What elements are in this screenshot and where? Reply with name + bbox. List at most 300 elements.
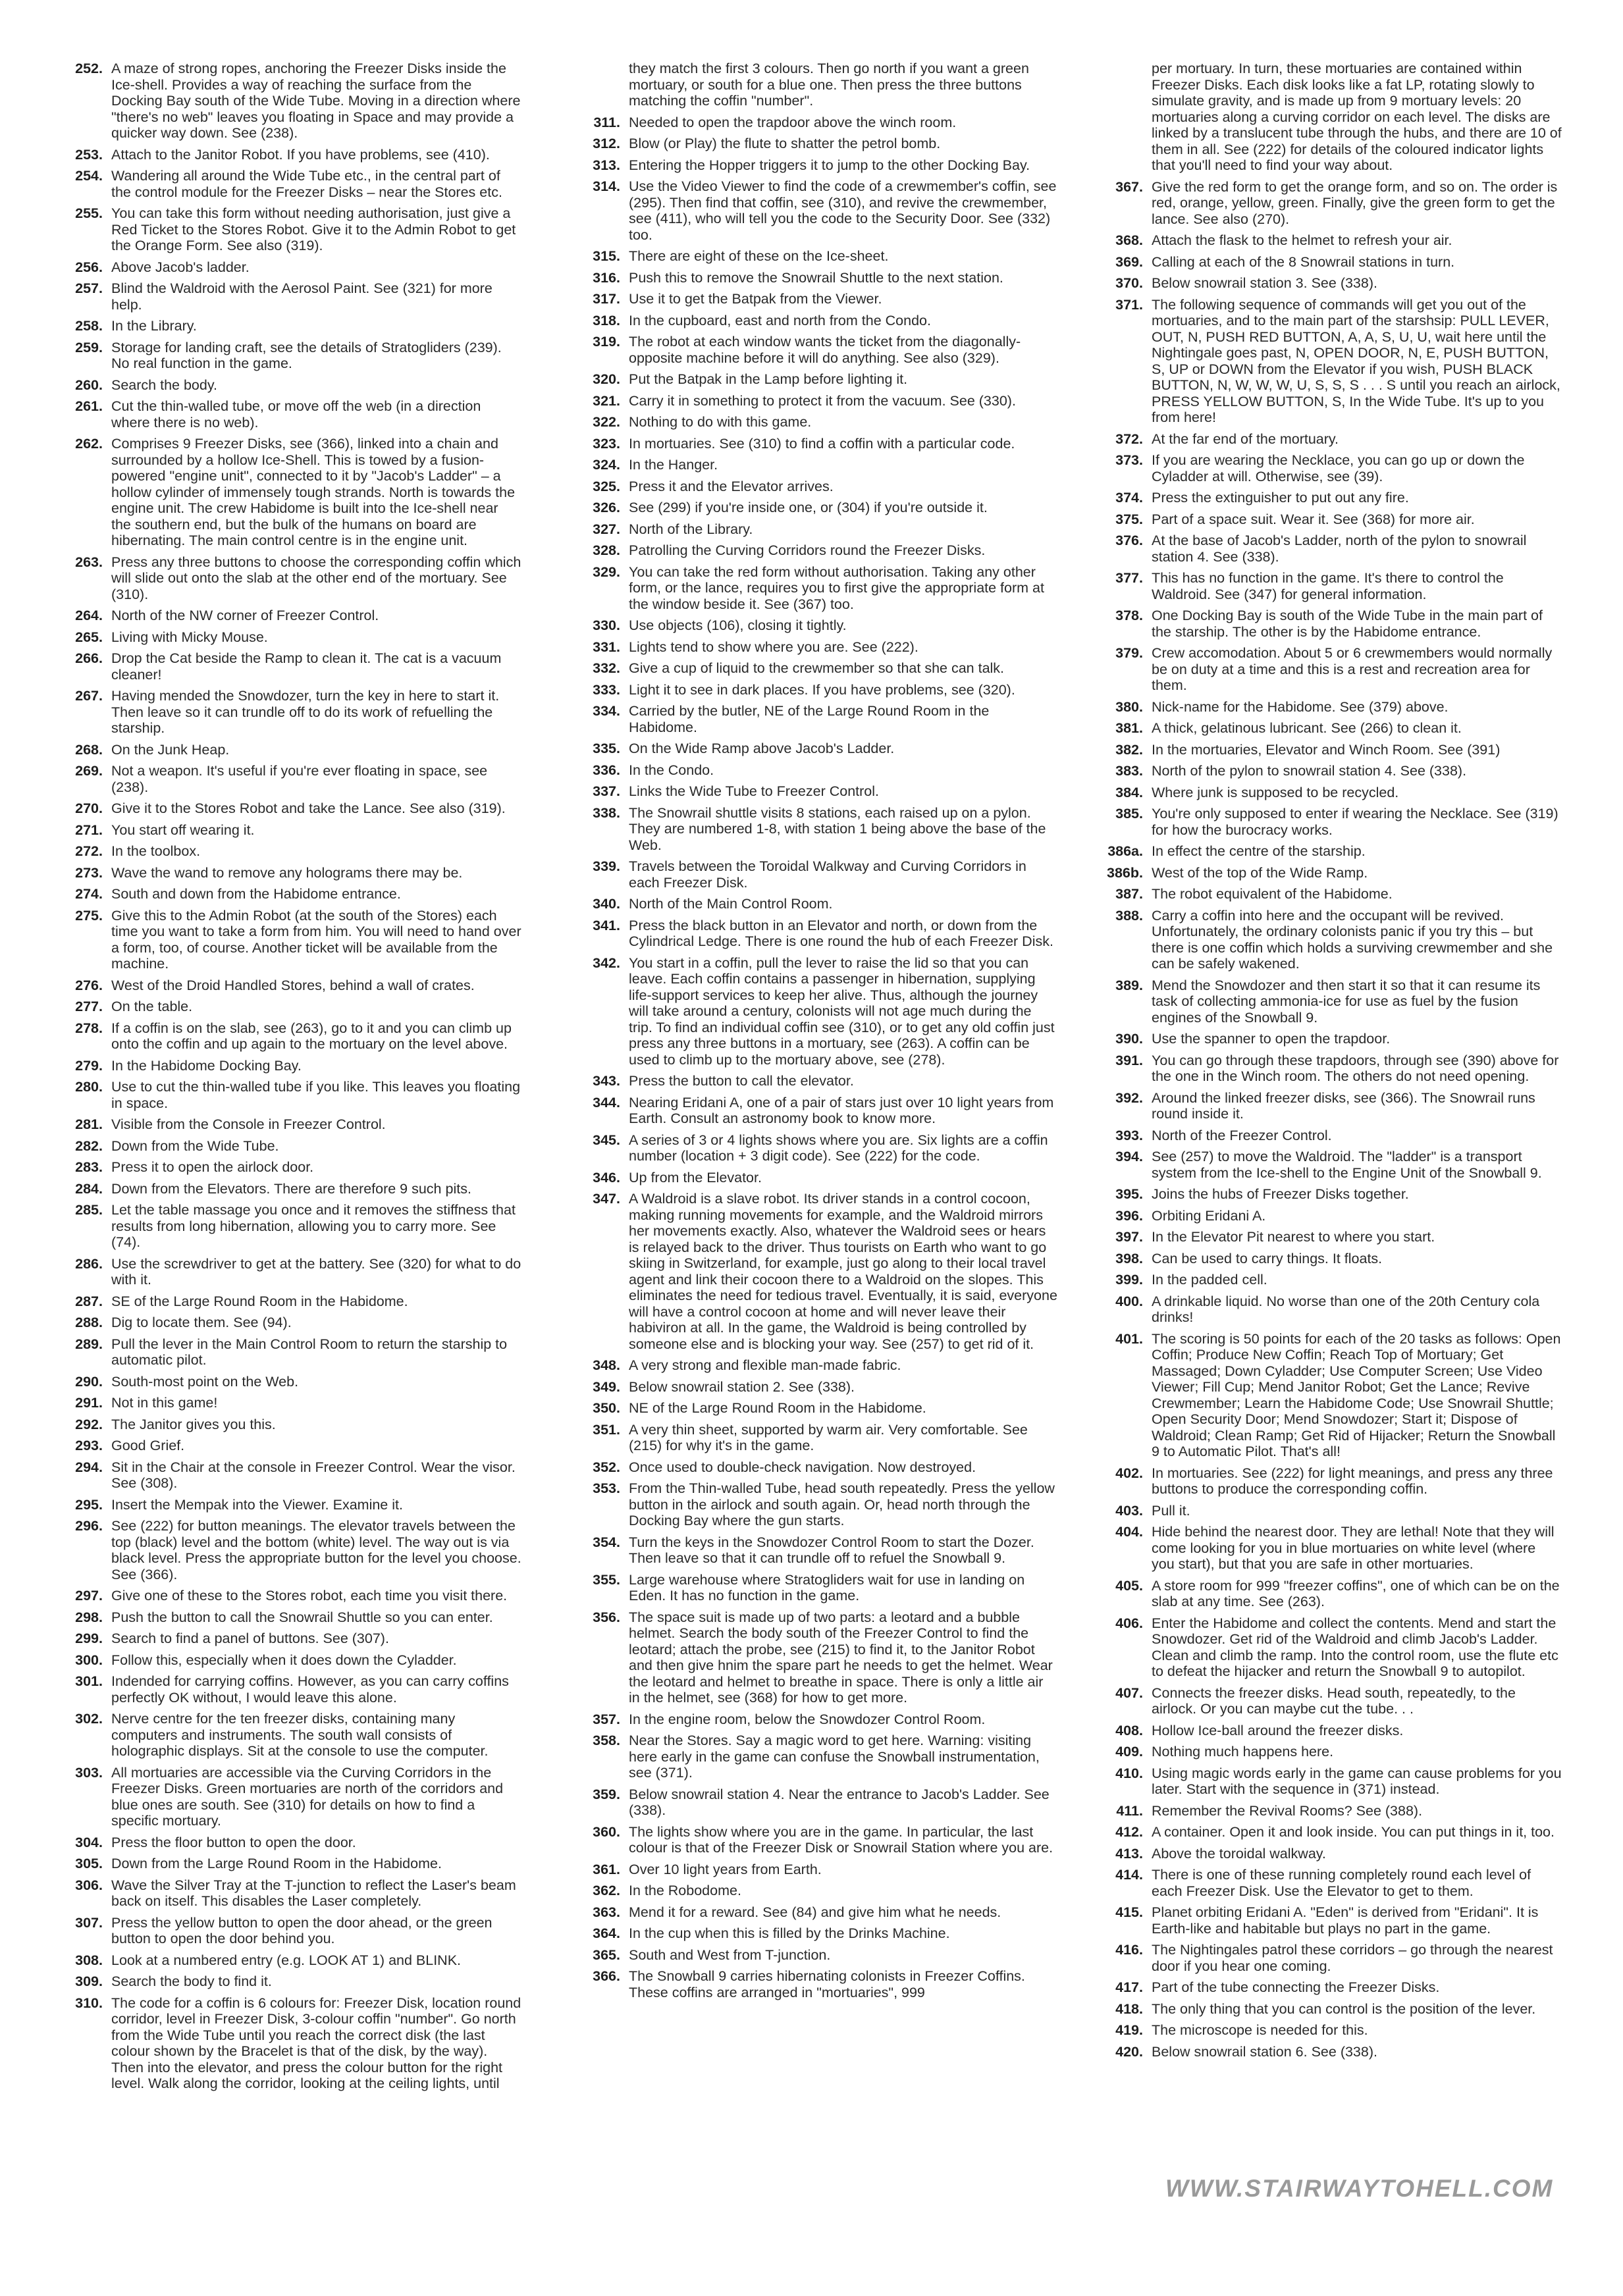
entry-345	[572, 1132, 1057, 1164]
entry-number: 312.	[593, 136, 620, 151]
entry-text: Give this to the Admin Robot (at the south of the Stores) each time you want to take a form from him. You will need to hand over a form, too, of course. Another ticket will be available from the machine.	[111, 907, 521, 972]
entry-number: 301.	[75, 1673, 103, 1689]
entry-number: 365.	[593, 1946, 620, 1963]
entry-text: The following sequence of commands will get you out of the mortuaries, and to the main part of the starshsip: PULL LEVER, OUT, N, PUSH RED BUTTON, A, A, S, U, U, wait here until the Nightingale goes past, N, OPEN DOOR, N, E, PUSH BUTTON, S, UP or DOWN from the Elevator if you wish, PUSH BLACK BUTTON, N, W, W, W, U, S, S, S . . . S until you reach an airlock, PRESS YELLOW BUTTON, S, In the Wide Tube. It's up to you from here!	[1152, 296, 1560, 425]
entry-323	[572, 436, 1057, 452]
entry-number: 327.	[593, 521, 620, 537]
entry-364	[572, 1925, 1057, 1942]
entry-text: The lights show where you are in the game. In particular, the last colour is that of the Freezer Disk or Snowrail Station where you are.	[629, 1823, 1053, 1856]
entry-350	[572, 1400, 1057, 1417]
entry-318	[572, 313, 1057, 329]
entry-number: 296.	[75, 1518, 103, 1534]
entry-text: Not in this game!	[111, 1395, 218, 1411]
entry-number: 341.	[593, 917, 620, 933]
entry-344	[572, 1095, 1057, 1127]
entry-number: 290.	[75, 1373, 103, 1390]
entry-number: 257.	[75, 280, 103, 296]
entry-number: 324.	[593, 457, 620, 473]
entry-382	[1094, 742, 1562, 758]
entry-number: 331.	[593, 639, 620, 655]
entry-286	[54, 1256, 521, 1288]
entry-text: Planet orbiting Eridani A. "Eden" is derived from "Eridani". It is Earth-like and habitable but plays no part in the game.	[1152, 1904, 1539, 1937]
entry-text: Press any three buttons to choose the corresponding coffin which will slide out onto the slab at the other end of the mortuary. See (310).	[111, 554, 521, 602]
entry-text: Comprises 9 Freezer Disks, see (366), linked into a chain and surrounded by a hollow Ice-Shell. This is towed by a fusion-powered "engine unit", connected to it by "Jacob's Ladder" – a hollow cylinder of immensely tough strands. North is towards the engine unit. The crew Habidome is built into the Ice-shell near the southern end, but the bulk of the humans on board are hibernating. The main control centre is in the engine unit.	[111, 436, 516, 548]
entry-269	[54, 763, 521, 795]
entry-text: Having mended the Snowdozer, turn the key in here to start it. Then leave so it can trundle off to do its work of refuelling the starship.	[111, 688, 500, 736]
entry-number: 255.	[75, 205, 103, 221]
entry-text: In the engine room, below the Snowdozer Control Room.	[629, 1711, 986, 1727]
entry-number	[1094, 61, 1152, 174]
entry-number: 385.	[1115, 806, 1143, 822]
entry-number: 307.	[75, 1914, 103, 1931]
entry-277	[54, 999, 521, 1015]
entry-text: Search the body to find it.	[111, 1973, 272, 1989]
entry-number: 321.	[593, 392, 620, 409]
entry-276	[54, 978, 521, 994]
entry-text: A thick, gelatinous lubricant. See (266) to clean it.	[1152, 720, 1462, 736]
entry-401	[1094, 1331, 1562, 1460]
entry-text: Look at a numbered entry (e.g. LOOK AT 1) and BLINK.	[111, 1952, 462, 1968]
entry-328	[572, 542, 1057, 559]
entry-text: In effect the centre of the starship.	[1152, 843, 1366, 859]
entry-280	[54, 1079, 521, 1111]
entry-text: Down from the Wide Tube.	[111, 1137, 279, 1154]
entry-text: You can go through these trapdoors, through see (390) above for the one in the Winch room. The others do not need opening.	[1152, 1052, 1559, 1084]
entry-number: 322.	[593, 414, 620, 430]
entry-number: 393.	[1115, 1127, 1143, 1143]
entry-number: 254.	[75, 168, 103, 184]
entry-284	[54, 1181, 521, 1197]
entry-text: Push the button to call the Snowrail Shuttle so you can enter.	[111, 1609, 493, 1625]
entry-number: 374.	[1115, 490, 1143, 506]
entry-text: Use the Video Viewer to find the code of a crewmember's coffin, see (295). Then find that coffin, see (310), and revive the crewmember, see (411), who will tell you the code to the Security Door. See (332) too.	[629, 178, 1057, 243]
entry-number: 419.	[1115, 2022, 1143, 2038]
entry-288	[54, 1315, 521, 1331]
entry-text: The microscope is needed for this.	[1152, 2022, 1368, 2038]
entry-number: 317.	[593, 291, 620, 307]
entry-number: 396.	[1115, 1207, 1143, 1224]
entry-393	[1094, 1128, 1562, 1144]
entry-text: Where junk is supposed to be recycled.	[1152, 784, 1399, 800]
entry-number: 414.	[1115, 1867, 1143, 1883]
entry-number: 298.	[75, 1609, 103, 1625]
entry-342	[572, 955, 1057, 1068]
entry-text: Storage for landing craft, see the details of Stratogliders (239). No real function in the game.	[111, 339, 502, 371]
entry-text: All mortuaries are accessible via the Curving Corridors in the Freezer Disks. Green mortuaries are north of the corridors and blue ones are south. See (310) for details on how to find a specific mortuary.	[111, 1764, 504, 1829]
entry-text: In the Robodome.	[629, 1883, 741, 1898]
entry-304	[54, 1835, 521, 1851]
entry-text: Light it to see in dark places. If you have problems, see (320).	[629, 681, 1015, 698]
entry-363	[572, 1904, 1057, 1921]
entry-text: This has no function in the game. It's there to control the Waldroid. See (347) for general information.	[1152, 570, 1504, 602]
entry-text: Press the button to call the elevator.	[629, 1073, 854, 1089]
entry-text: Wandering all around the Wide Tube etc., in the central part of the control module for the Freezer Disks – near the Stores etc.	[111, 168, 502, 200]
entry-289	[54, 1336, 521, 1369]
entry-text: Not a weapon. It's useful if you're ever floating in space, see (238).	[111, 763, 488, 795]
entry-number: 338.	[593, 804, 620, 821]
entry-text: A store room for 999 "freezer coffins", one of which can be on the slab at any time. See (263).	[1152, 1577, 1560, 1609]
entry-number: 340.	[593, 896, 620, 912]
entry-text: The scoring is 50 points for each of the 20 tasks as follows: Open Coffin; Produce New Coffin; Reach Top of Mortuary; Get Massaged; Down Cyladder; Use Computer Screen; Use Video Viewer; Fill Cup; Mend Janitor Robot; Get the Lance; Revive Crewmember; Learn the Habidome Code; Use Snowrail Shuttle; Open Security Door; Mend Snowdozer; Start it; Dispose of Waldroid; Clean Ramp; Get Rid of Hijacker; Return the Snowball 9 to Automatic Pilot. That's all!	[1152, 1330, 1561, 1459]
entry-number: 318.	[593, 312, 620, 328]
entry-text: See (222) for button meanings. The elevator travels between the top (black) level and the bottom (white) level. The way out is via black level. Press the appropriate button for the level you choose. See (366).	[111, 1518, 521, 1582]
entry-number: 261.	[75, 398, 103, 414]
entry-number: 310.	[75, 1995, 103, 2011]
entry-text: Below snowrail station 6. See (338).	[1152, 2043, 1377, 2060]
entry-number: 363.	[593, 1904, 620, 1920]
entry-number: 366.	[593, 1968, 620, 1984]
entry-number: 348.	[593, 1357, 620, 1373]
entry-396	[1094, 1208, 1562, 1224]
entry-279	[54, 1058, 521, 1074]
entry-number: 270.	[75, 800, 103, 816]
entry-text: SE of the Large Round Room in the Habidome.	[111, 1293, 408, 1309]
entry-number: 300.	[75, 1652, 103, 1668]
entry-text: You're only supposed to enter if wearing the Necklace. See (319) for how the burocracy works.	[1152, 806, 1558, 838]
entry-number: 367.	[1115, 178, 1143, 195]
entry-254	[54, 168, 521, 200]
entry-303	[54, 1765, 521, 1829]
entry-text: The Nightingales patrol these corridors – go through the nearest door if you hear one coming.	[1152, 1942, 1553, 1974]
entry-number: 329.	[593, 563, 620, 580]
entry-291	[54, 1395, 521, 1411]
entry-298	[54, 1609, 521, 1626]
entry-335	[572, 741, 1057, 757]
entry-336	[572, 762, 1057, 779]
entry-text: Carry a coffin into here and the occupant will be revived. Unfortunately, the ordinary colonists panic if you try this – but there is one coffin which holds a surviving crewmember and she can be safely wakened.	[1152, 907, 1553, 972]
entry-number: 379.	[1115, 645, 1143, 661]
entry-text: Press the black button in an Elevator and north, or down from the Cylindrical Ledge. There is one round the hub of each Freezer Disk.	[629, 917, 1053, 949]
entry-400	[1094, 1293, 1562, 1326]
entry-number: 347.	[593, 1191, 620, 1207]
entry-305	[54, 1856, 521, 1872]
entry-text: The Snowrail shuttle visits 8 stations, each raised up on a pylon. They are numbered 1-8, with station 1 being above the base of the Web.	[629, 804, 1046, 853]
entry-text: Visible from the Console in Freezer Control.	[111, 1116, 386, 1132]
entry-text: Enter the Habidome and collect the contents. Mend and start the Snowdozer. Get rid of the Waldroid and climb Jacob's Ladder. Clean and climb the ramp. Into the control room, use the flute etc to defeat the hijacker and return the Snowball 9 to autopilot.	[1152, 1615, 1558, 1679]
entry-312	[572, 136, 1057, 152]
entry-417	[1094, 1979, 1562, 1996]
entry-number: 335.	[593, 741, 620, 756]
entry-309	[54, 1973, 521, 1990]
entry-number: 381.	[1115, 720, 1143, 736]
entry-number: 284.	[75, 1180, 103, 1197]
entry-392	[1094, 1090, 1562, 1122]
entry-275	[54, 908, 521, 972]
entry-text: Nearing Eridani A, one of a pair of stars just over 10 light years from Earth. Consult an astronomy book to know more.	[629, 1094, 1054, 1126]
entry-text: If a coffin is on the slab, see (263), go to it and you can climb up onto the coffin and up again to the mortuary on the level above.	[111, 1020, 512, 1052]
column-middle	[572, 61, 1057, 2006]
entry-number: 289.	[75, 1336, 103, 1352]
entry-text: Attach to the Janitor Robot. If you have problems, see (410).	[111, 146, 490, 163]
entry-337	[572, 783, 1057, 800]
entry-294	[54, 1459, 521, 1492]
column-right	[1094, 61, 1562, 2065]
entry-number: 281.	[75, 1116, 103, 1132]
entry-number: 349.	[593, 1378, 620, 1395]
entry-number: 267.	[75, 688, 103, 704]
entry-number: 325.	[593, 478, 620, 494]
entry-number: 413.	[1115, 1845, 1143, 1862]
entry-text: In the Hanger.	[629, 457, 718, 473]
entry-308	[54, 1952, 521, 1969]
entry-text: North of the Freezer Control.	[1152, 1127, 1332, 1143]
entry-text: At the base of Jacob's Ladder, north of the pylon to snowrail station 4. See (338).	[1152, 533, 1527, 565]
entry-text: Wave the Silver Tray at the T-junction to reflect the Laser's beam back on itself. This disables the Laser completely.	[111, 1877, 516, 1909]
entry-text: Connects the freezer disks. Head south, repeatedly, to the airlock. Or you can maybe cut the tube. . .	[1152, 1684, 1516, 1717]
entry-number: 336.	[593, 762, 620, 778]
entry-272	[54, 843, 521, 860]
entry-number: 403.	[1115, 1502, 1143, 1519]
entry-text: Down from the Large Round Room in the Habidome.	[111, 1856, 442, 1871]
entry-number: 344.	[593, 1094, 620, 1110]
entry-number: 407.	[1115, 1684, 1143, 1701]
entry-text: Push this to remove the Snowrail Shuttle to the next station.	[629, 269, 1003, 286]
entry-number: 395.	[1115, 1186, 1143, 1202]
entry-405	[1094, 1578, 1562, 1610]
entry-text: Let the table massage you once and it removes the stiffness that results from long hibernation, allowing you to carry more. See (74).	[111, 1202, 516, 1250]
entry-number: 382.	[1115, 741, 1143, 758]
entry-368	[1094, 232, 1562, 249]
entry-text: Orbiting Eridani A.	[1152, 1207, 1266, 1224]
entry-number: 292.	[75, 1416, 103, 1432]
entry-number: 297.	[75, 1588, 103, 1604]
entry-text: North of the Library.	[629, 521, 753, 537]
entry-text: Part of a space suit. Wear it. See (368) for more air.	[1152, 511, 1475, 527]
entry-number: 342.	[593, 954, 620, 971]
entry-261	[54, 398, 521, 430]
entry-text: A Waldroid is a slave robot. Its driver stands in a control cocoon, making running movements for example, and the Waldroid mirrors her movements exactly. Also, whatever the Waldroid sees or hears is relayed back to the driver. Thus tourists on Earth who want to go skiing in Switzerland, for example, just go along to their local travel agent and link their cocoon there to a Waldroid on the slopes. This eliminates the need for tedious travel. Eventually, it is said, everyone will have a control cocoon at home and will never leave their habiviron at all. In the game, the Waldroid is being controlled by someone else and is blocking your way. See (257) to get rid of it.	[629, 1191, 1057, 1352]
entry-text: Crew accomodation. About 5 or 6 crewmembers would normally be on duty at a time and this is a rest and recreation area for them.	[1152, 645, 1553, 693]
entry-number: 402.	[1115, 1465, 1143, 1481]
entry-316	[572, 270, 1057, 286]
entry-number: 371.	[1115, 296, 1143, 313]
entry-361	[572, 1862, 1057, 1878]
entry-395	[1094, 1186, 1562, 1203]
entry-411	[1094, 1803, 1562, 1819]
entry-378	[1094, 608, 1562, 640]
entry-number: 323.	[593, 435, 620, 452]
entry-number: 343.	[593, 1073, 620, 1089]
entry-376	[1094, 533, 1562, 565]
entry-391	[1094, 1053, 1562, 1085]
entry-text: NE of the Large Round Room in the Habidome.	[629, 1400, 926, 1416]
entry-number: 350.	[593, 1400, 620, 1416]
entry-col2-continued	[572, 61, 1057, 109]
entry-number: 389.	[1115, 977, 1143, 993]
entry-text: Put the Batpak in the Lamp before lighting it.	[629, 371, 908, 387]
entry-number: 277.	[75, 999, 103, 1014]
entry-text: Insert the Mempak into the Viewer. Examine it.	[111, 1496, 403, 1513]
entry-text: On the Wide Ramp above Jacob's Ladder.	[629, 741, 895, 756]
entry-text: Near the Stores. Say a magic word to get here. Warning: visiting here early in the game can confuse the Snowball instrumentation, see (371).	[629, 1733, 1040, 1781]
entry-text: A series of 3 or 4 lights shows where you are. Six lights are a coffin number (location + 3 digit code). See (222) for the code.	[629, 1132, 1048, 1164]
entry-number: 288.	[75, 1315, 103, 1330]
entry-text: Around the linked freezer disks, see (366). The Snowrail runs round inside it.	[1152, 1089, 1535, 1122]
entry-406	[1094, 1615, 1562, 1680]
entry-270	[54, 800, 521, 817]
entry-number: 375.	[1115, 511, 1143, 527]
entry-349	[572, 1379, 1057, 1396]
entry-text: Travels between the Toroidal Walkway and Curving Corridors in each Freezer Disk.	[629, 858, 1026, 891]
entry-number: 362.	[593, 1883, 620, 1898]
entry-text: The Janitor gives you this.	[111, 1416, 276, 1432]
entry-358	[572, 1733, 1057, 1781]
entry-390	[1094, 1031, 1562, 1047]
entry-text: In the Condo.	[629, 762, 714, 778]
entry-text: Blow (or Play) the flute to shatter the petrol bomb.	[629, 136, 941, 151]
entry-365	[572, 1947, 1057, 1964]
entry-number: 286.	[75, 1255, 103, 1272]
entry-278	[54, 1020, 521, 1053]
entry-263	[54, 554, 521, 603]
entry-274	[54, 886, 521, 902]
entry-375	[1094, 511, 1562, 528]
entry-text: Mend it for a reward. See (84) and give him what he needs.	[629, 1904, 1001, 1920]
entry-327	[572, 521, 1057, 538]
entry-text: Entering the Hopper triggers it to jump to the other Docking Bay.	[629, 157, 1030, 173]
entry-410	[1094, 1765, 1562, 1798]
entry-number: 282.	[75, 1137, 103, 1154]
entry-number: 266.	[75, 650, 103, 666]
entry-332	[572, 660, 1057, 677]
entry-253	[54, 147, 521, 163]
entry-number: 405.	[1115, 1577, 1143, 1594]
entry-text: Sit in the Chair at the console in Freezer Control. Wear the visor. See (308).	[111, 1459, 516, 1491]
entry-number: 308.	[75, 1952, 103, 1968]
entry-number: 361.	[593, 1861, 620, 1877]
entry-number: 400.	[1115, 1293, 1143, 1309]
entry-262	[54, 436, 521, 549]
entry-number: 355.	[593, 1571, 620, 1588]
entry-text: Down from the Elevators. There are therefore 9 such pits.	[111, 1180, 471, 1197]
entry-number: 319.	[593, 334, 620, 350]
entry-number: 273.	[75, 864, 103, 881]
entry-number: 411.	[1116, 1802, 1143, 1819]
entry-text: Calling at each of the 8 Snowrail stations in turn.	[1152, 253, 1455, 270]
entry-259	[54, 340, 521, 372]
column-left	[54, 61, 521, 2097]
entry-number: 280.	[75, 1079, 103, 1095]
entry-number: 276.	[75, 977, 103, 993]
entry-number: 406.	[1115, 1615, 1143, 1631]
entry-text: Large warehouse where Stratogliders wait for use in landing on Eden. It has no function in the game.	[629, 1571, 1025, 1604]
entry-col3-continued	[1094, 61, 1562, 174]
entry-386b	[1094, 865, 1562, 881]
entry-number: 394.	[1115, 1149, 1143, 1164]
entry-359	[572, 1787, 1057, 1819]
entry-text: In the Habidome Docking Bay.	[111, 1057, 302, 1074]
entry-300	[54, 1652, 521, 1669]
entry-number: 326.	[593, 500, 620, 515]
entry-287	[54, 1293, 521, 1310]
entry-264	[54, 608, 521, 624]
entry-271	[54, 822, 521, 839]
entry-282	[54, 1138, 521, 1155]
entry-383	[1094, 763, 1562, 779]
entry-text: Nothing to do with this game.	[629, 414, 812, 430]
entry-374	[1094, 490, 1562, 506]
entry-381	[1094, 720, 1562, 737]
entry-273	[54, 865, 521, 881]
entry-number: 372.	[1115, 430, 1143, 447]
entry-379	[1094, 645, 1562, 694]
entry-353	[572, 1480, 1057, 1529]
entry-text: You start off wearing it.	[111, 822, 255, 838]
entry-307	[54, 1915, 521, 1947]
entry-252	[54, 61, 521, 142]
entry-text: Press the extinguisher to put out any fire.	[1152, 490, 1409, 506]
entry-number: 330.	[593, 617, 620, 633]
entry-text: Give the red form to get the orange form, and so on. The order is red, orange, yellow, green. Finally, give the green form to get the lance. See also (270).	[1152, 178, 1558, 227]
entry-number: 252.	[75, 61, 103, 76]
entry-text: The code for a coffin is 6 colours for: Freezer Disk, location round corridor, level in Freezer Disk, 3-colour coffin "number". Go north from the Wide Tube until you reach the correct disk (the last colour shown by the Bracelet is that of the disk, by the way). Then into the elevator, and press the colour button for the right level. Walk along the corridor, looking at the ceiling lights, until	[111, 1995, 521, 2091]
entry-text: Joins the hubs of Freezer Disks together.	[1152, 1186, 1409, 1202]
entry-366	[572, 1968, 1057, 2000]
entry-text: The space suit is made up of two parts: a leotard and a bubble helmet. Search the body south of the Freezer Control to find the leotard; attach the probe, see (215) to find it, to the Janitor Robot and then give hnim the spare part he needs to get the helmet. Wear the leotard and helmet to breathe in space. There is only a little air in the helmet, see (368) for how to get more.	[629, 1609, 1053, 1706]
entry-number: 304.	[75, 1834, 103, 1850]
entry-text: In the Elevator Pit nearest to where you start.	[1152, 1229, 1435, 1245]
entry-377	[1094, 570, 1562, 602]
entry-301	[54, 1673, 521, 1706]
entry-317	[572, 291, 1057, 307]
entry-341	[572, 918, 1057, 950]
entry-343	[572, 1073, 1057, 1089]
entry-number: 311.	[593, 114, 620, 130]
entry-number: 256.	[75, 259, 103, 275]
entry-412	[1094, 1824, 1562, 1840]
entry-265	[54, 629, 521, 646]
entry-text: Attach the flask to the helmet to refresh your air.	[1152, 232, 1452, 248]
entry-number: 302.	[75, 1711, 103, 1727]
entry-text: There are eight of these on the Ice-sheet.	[629, 248, 889, 264]
entry-329	[572, 564, 1057, 613]
entry-number: 263.	[75, 554, 103, 570]
entry-text: North of the Main Control Room.	[629, 896, 833, 912]
entry-text: Search the body.	[111, 377, 217, 393]
entry-text: per mortuary. In turn, these mortuaries are contained within Freezer Disks. Each disk looks like a fat LP, rotating slowly to simulate gravity, and is made up from 9 mortuary levels: 20 mortuaries along a curving corridor on each level. The disks are linked by a translucent tube through the hubs, and there are 10 of them in all. See (222) for details of the coloured indicator lights that you'll need to find your way about.	[1152, 61, 1562, 173]
entry-text: Hollow Ice-ball around the freezer disks.	[1152, 1722, 1404, 1738]
entry-number: 360.	[593, 1823, 620, 1840]
entry-text: Up from the Elevator.	[629, 1169, 762, 1186]
entry-348	[572, 1357, 1057, 1374]
entry-text: Press it to open the airlock door.	[111, 1159, 314, 1175]
entry-397	[1094, 1229, 1562, 1245]
entry-number: 354.	[593, 1534, 620, 1550]
entry-text: The robot equivalent of the Habidome.	[1152, 886, 1393, 902]
entry-number: 320.	[593, 371, 620, 387]
entry-text: Good Grief.	[111, 1438, 185, 1453]
entry-text: Needed to open the trapdoor above the winch room.	[629, 114, 957, 130]
entry-number: 283.	[75, 1159, 103, 1175]
entry-text: The robot at each window wants the ticket from the diagonally-opposite machine before it will do anything. See also (329).	[629, 334, 1021, 366]
entry-420	[1094, 2044, 1562, 2060]
entry-text: Wave the wand to remove any holograms there may be.	[111, 864, 463, 881]
entry-394	[1094, 1149, 1562, 1181]
entry-293	[54, 1438, 521, 1454]
entry-331	[572, 639, 1057, 656]
entry-text: Give it to the Stores Robot and take the Lance. See also (319).	[111, 800, 506, 816]
entry-number: 401.	[1115, 1330, 1143, 1347]
entry-399	[1094, 1272, 1562, 1288]
entry-number: 305.	[75, 1856, 103, 1871]
entry-text: Cut the thin-walled tube, or move off the web (in a direction where there is no web).	[111, 398, 481, 430]
entry-255	[54, 205, 521, 254]
entry-number: 260.	[75, 377, 103, 393]
entry-number: 272.	[75, 843, 103, 859]
entry-number: 399.	[1115, 1272, 1143, 1288]
entry-text: A maze of strong ropes, anchoring the Freezer Disks inside the Ice-shell. Provides a way of reaching the surface from the Docking Bay south of the Wide Tube. Moving in a direction where "there's no web" leaves you floating in Space and may provide a quicker way down. See (238).	[111, 61, 521, 141]
entry-text: The Snowball 9 carries hibernating colonists in Freezer Coffins. These coffins are arranged in "mortuaries", 999	[629, 1968, 1025, 2000]
